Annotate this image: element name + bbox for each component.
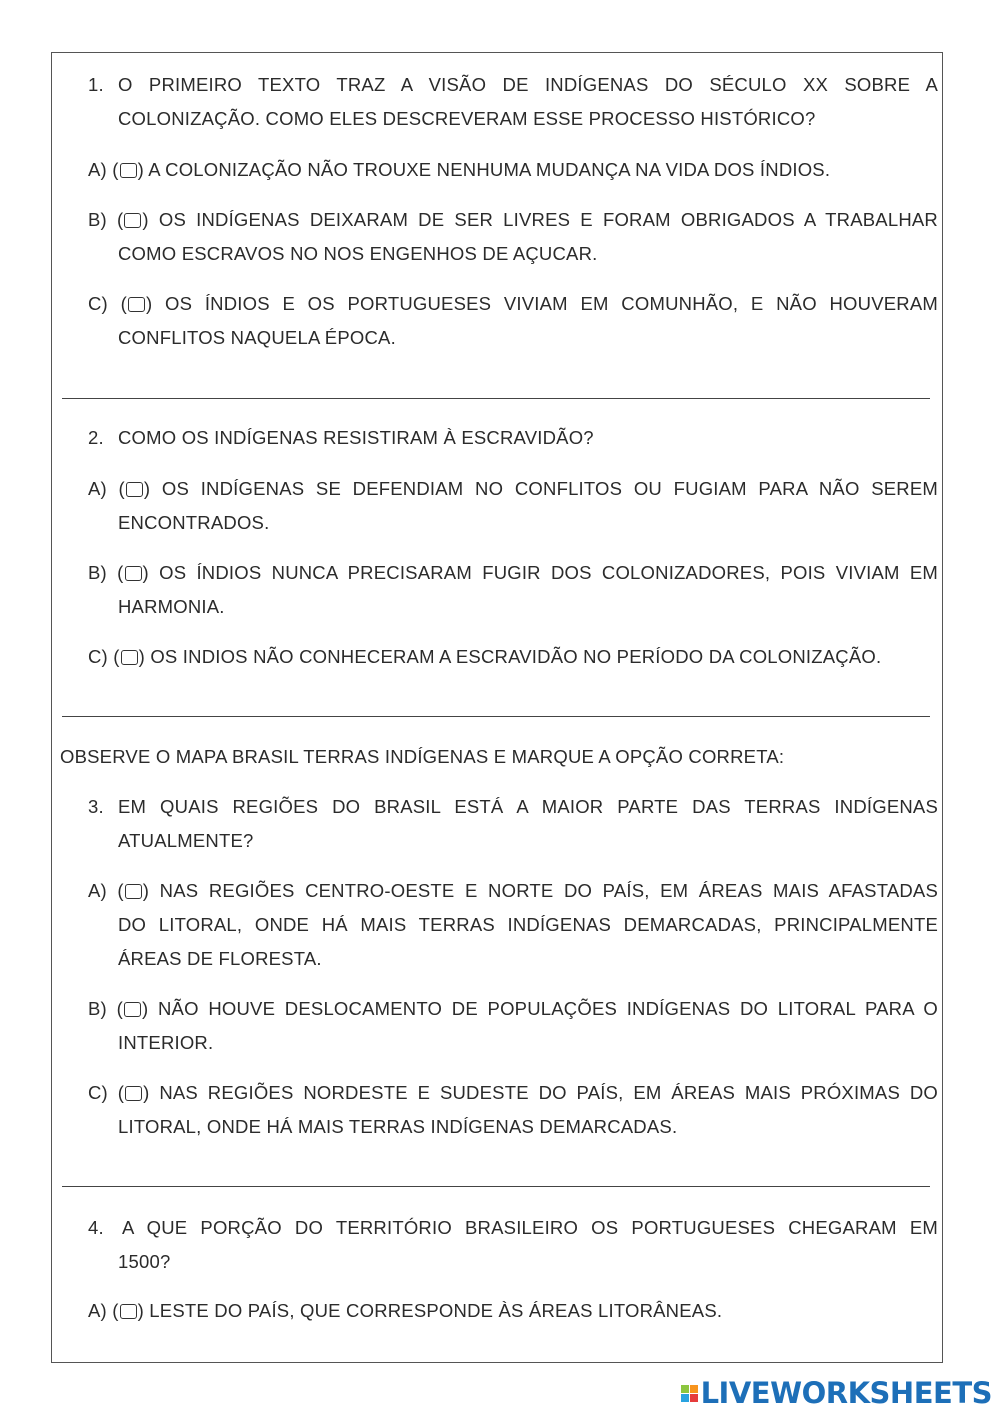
q1-option-a-label: A) (: [88, 159, 119, 180]
q4-option-a-text: ) LESTE DO PAÍS, QUE CORRESPONDE ÀS ÁREAS LITORÂNEAS.: [137, 1300, 723, 1321]
q2-option-b-text: ) OS ÍNDIOS NUNCA PRECISARAM FUGIR DOS COLONIZADORES, POIS VIVIAM EM: [142, 562, 938, 583]
q3-text-line2: ATUALMENTE?: [118, 830, 254, 851]
logo-brand-text: LIVEWORKSHEETS: [700, 1376, 992, 1410]
q1-option-b-text: ) OS INDÍGENAS DEIXARAM DE SER LIVRES E FORAM OBRIGADOS A TRABALHAR: [142, 209, 938, 230]
q3-option-a-line3: ÁREAS DE FLORESTA.: [118, 948, 322, 969]
divider: [62, 398, 930, 399]
q3-option-b-checkbox[interactable]: [124, 1002, 141, 1017]
q3-option-c-label: C) (: [88, 1082, 125, 1103]
q1-option-a-text: ) A COLONIZAÇÃO NÃO TROUXE NENHUMA MUDANÇA NA VIDA DOS ÍNDIOS.: [137, 159, 831, 180]
q1-option-b-label: B) (: [88, 209, 124, 230]
q2-option-c-text: ) OS INDIOS NÃO CONHECERAM A ESCRAVIDÃO NO PERÍODO DA COLONIZAÇÃO.: [138, 646, 882, 667]
q1-option-c-text: ) OS ÍNDIOS E OS PORTUGUESES VIVIAM EM COMUNHÃO, E NÃO HOUVERAM: [145, 293, 938, 314]
q3-option-a-label: A) (: [88, 880, 124, 901]
liveworksheets-logo[interactable]: [681, 1376, 992, 1410]
q1-option-a-checkbox[interactable]: [120, 163, 137, 178]
q1-text-line1: O PRIMEIRO TEXTO TRAZ A VISÃO DE INDÍGENAS DO SÉCULO XX SOBRE A: [118, 74, 938, 95]
divider: [62, 716, 930, 717]
q3-option-b-line2: INTERIOR.: [118, 1032, 214, 1053]
q3-option-c-line2: LITORAL, ONDE HÁ MAIS TERRAS INDÍGENAS DEMARCADAS.: [118, 1116, 678, 1137]
q2-option-a-line2: ENCONTRADOS.: [118, 512, 270, 533]
q3-option-a-line2: DO LITORAL, ONDE HÁ MAIS TERRAS INDÍGENAS DEMARCADAS, PRINCIPALMENTE: [118, 914, 938, 935]
q2-option-a-text: ) OS INDÍGENAS SE DEFENDIAM NO CONFLITOS OU FUGIAM PARA NÃO SEREM: [143, 478, 938, 499]
q3-option-c-checkbox[interactable]: [125, 1086, 142, 1101]
q1-option-a: [88, 153, 830, 187]
q3-option-c-text: ) NAS REGIÕES NORDESTE E SUDESTE DO PAÍS, EM ÁREAS MAIS PRÓXIMAS DO: [143, 1082, 938, 1103]
q2-option-b-label: B) (: [88, 562, 124, 583]
q4-option-a-checkbox[interactable]: [120, 1304, 137, 1319]
q3-option-a: [88, 874, 938, 908]
q2-option-a: [88, 472, 938, 506]
q1-number: 1.: [88, 74, 104, 95]
q2-option-c-label: C) (: [88, 646, 120, 667]
q3-option-c: [88, 1076, 938, 1110]
q1-option-b: [88, 203, 938, 237]
q2-option-a-label: A) (: [88, 478, 125, 499]
q3-option-b-label: B) (: [88, 998, 123, 1019]
q2-option-a-checkbox[interactable]: [126, 482, 143, 497]
q3-text-line1: EM QUAIS REGIÕES DO BRASIL ESTÁ A MAIOR PARTE DAS TERRAS INDÍGENAS: [118, 796, 938, 817]
q1-option-b-line2: COMO ESCRAVOS NO NOS ENGENHOS DE AÇUCAR.: [118, 243, 598, 264]
q3-option-b-text: ) NÃO HOUVE DESLOCAMENTO DE POPULAÇÕES INDÍGENAS DO LITORAL PARA O: [141, 998, 938, 1019]
q2-option-c: [88, 640, 881, 674]
q4-number: 4.: [88, 1217, 104, 1238]
q1-option-c-checkbox[interactable]: [128, 297, 145, 312]
q3-option-a-checkbox[interactable]: [125, 884, 142, 899]
divider: [62, 1186, 930, 1187]
q3-option-a-text: ) NAS REGIÕES CENTRO-OESTE E NORTE DO PAÍS, EM ÁREAS MAIS AFASTADAS: [142, 880, 938, 901]
q4-option-a: [88, 1294, 722, 1328]
map-instruction: OBSERVE O MAPA BRASIL TERRAS INDÍGENAS E MARQUE A OPÇÃO CORRETA:: [60, 746, 785, 767]
q3-option-b: [88, 992, 938, 1026]
logo-mark-icon: [681, 1385, 698, 1402]
q2-option-c-checkbox[interactable]: [121, 650, 138, 665]
q1-option-c: [88, 287, 938, 321]
q4-text-line1: A QUE PORÇÃO DO TERRITÓRIO BRASILEIRO OS PORTUGUESES CHEGARAM EM: [122, 1217, 938, 1238]
q2-option-b-checkbox[interactable]: [125, 566, 142, 581]
q4-text-line2: 1500?: [118, 1251, 171, 1272]
q1-option-c-line2: CONFLITOS NAQUELA ÉPOCA.: [118, 327, 396, 348]
q1-option-b-checkbox[interactable]: [124, 213, 141, 228]
q4-option-a-label: A) (: [88, 1300, 119, 1321]
q2-text-line1: COMO OS INDÍGENAS RESISTIRAM À ESCRAVIDÃO?: [118, 427, 594, 448]
q3-number: 3.: [88, 796, 104, 817]
q1-option-c-label: C) (: [88, 293, 127, 314]
q2-option-b-line2: HARMONIA.: [118, 596, 225, 617]
q2-option-b: [88, 556, 938, 590]
q2-number: 2.: [88, 427, 104, 448]
q1-text-line2: COLONIZAÇÃO. COMO ELES DESCREVERAM ESSE PROCESSO HISTÓRICO?: [118, 108, 816, 129]
